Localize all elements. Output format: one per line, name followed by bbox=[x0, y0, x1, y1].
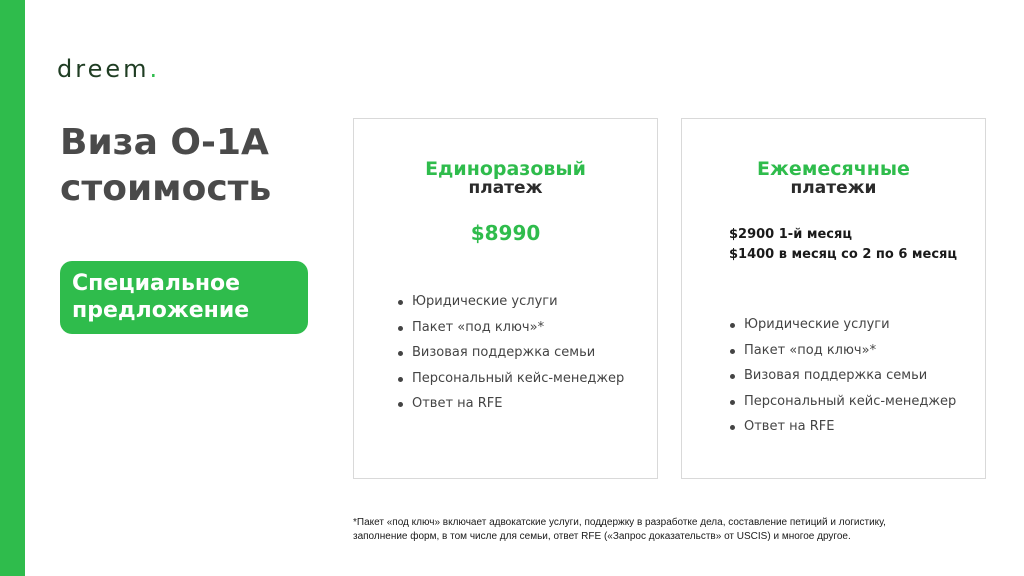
one-time-heading-rest: платеж bbox=[468, 178, 543, 198]
list-item: Пакет «под ключ»* bbox=[398, 315, 638, 341]
offer-badge-line-1: Специальное bbox=[72, 271, 241, 296]
monthly-price-lines bbox=[729, 225, 985, 265]
logo-text: dreem bbox=[57, 55, 150, 83]
monthly-heading-accent: Ежемесячные bbox=[757, 158, 910, 180]
one-time-price: $8990 bbox=[470, 221, 541, 245]
list-item: Юридические услуги bbox=[398, 289, 638, 315]
monthly-features-list bbox=[730, 312, 970, 440]
one-time-features-list bbox=[398, 289, 638, 417]
footnote-line-1: *Пакет «под ключ» включает адвокатские услуги, поддержку в разработке дела, составление петиций и логистику, bbox=[353, 517, 886, 528]
special-offer-badge bbox=[60, 261, 308, 334]
monthly-card-heading bbox=[682, 159, 985, 197]
footnote-line-2: заполнение форм, в том числе для семьи, ответ RFE («Запрос доказательств» от USCIS) и многое другое. bbox=[353, 531, 851, 542]
list-item: Персональный кейс-менеджер bbox=[730, 389, 970, 415]
monthly-payment-card bbox=[681, 118, 986, 479]
one-time-heading-accent: Единоразовый bbox=[425, 158, 586, 180]
title-line-1: Виза О-1А bbox=[60, 122, 269, 163]
list-item: Ответ на RFE bbox=[730, 414, 970, 440]
left-accent-stripe bbox=[0, 0, 25, 576]
monthly-price-line-2: $1400 в месяц со 2 по 6 месяц bbox=[729, 247, 958, 262]
offer-badge-line-2: предложение bbox=[72, 298, 250, 323]
monthly-price-line-1: $2900 1-й месяц bbox=[729, 227, 852, 242]
list-item: Юридические услуги bbox=[730, 312, 970, 338]
brand-logo bbox=[57, 55, 160, 83]
one-time-payment-card bbox=[353, 118, 658, 479]
list-item: Визовая поддержка семьи bbox=[398, 340, 638, 366]
title-line-2: стоимость bbox=[60, 168, 272, 209]
page-title bbox=[60, 120, 340, 212]
list-item: Визовая поддержка семьи bbox=[730, 363, 970, 389]
monthly-heading-rest: платежи bbox=[790, 178, 877, 198]
logo-dot: . bbox=[149, 55, 161, 83]
list-item: Пакет «под ключ»* bbox=[730, 338, 970, 364]
list-item: Ответ на RFE bbox=[398, 391, 638, 417]
one-time-card-heading bbox=[354, 159, 657, 197]
footnote bbox=[353, 516, 993, 544]
list-item: Персональный кейс-менеджер bbox=[398, 366, 638, 392]
